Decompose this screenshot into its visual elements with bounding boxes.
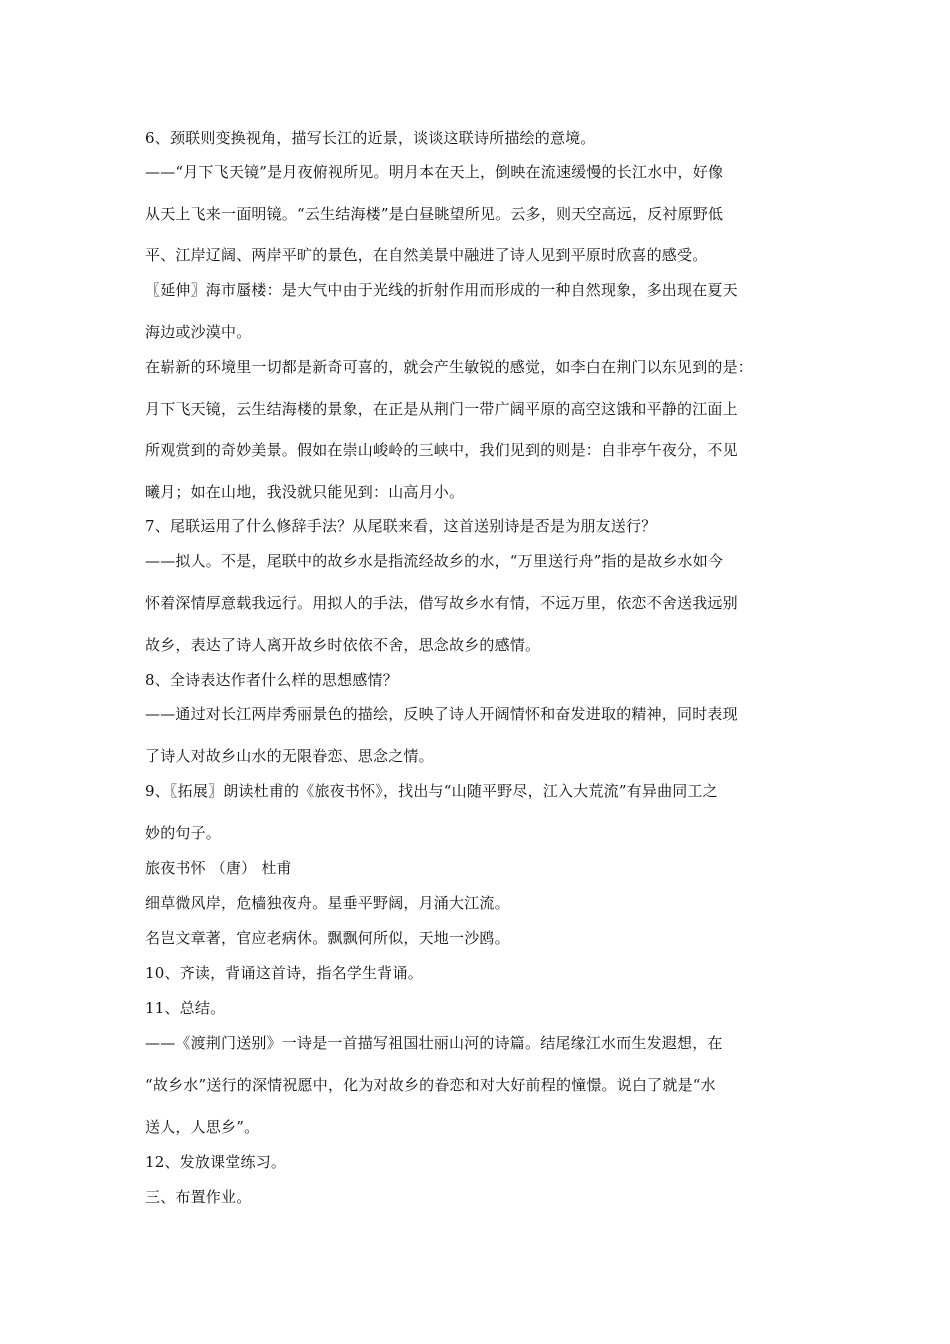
question-7: 7、尾联运用了什么修辞手法？从尾联来看，这首送别诗是否是为朋友送行？ [145,517,657,535]
paragraph-line-3: 所观赏到的奇妙美景。假如在崇山峻岭的三峡中，我们见到的则是：自非亭午夜分，不见 [145,441,738,459]
answer-8-line-1: ——通过对长江两岸秀丽景色的描绘，反映了诗人开阔情怀和奋发进取的精神，同时表现 [145,705,738,723]
answer-7-line-1: ——拟人。不是，尾联中的故乡水是指流经故乡的水，“万里送行舟”指的是故乡水如今 [145,552,724,570]
question-9-line-2: 妙的句子。 [145,824,222,842]
poem-line-1: 细草微风岸，危樯独夜舟。星垂平野阔，月涌大江流。 [145,894,510,912]
poem-title: 旅夜书怀 （唐） 杜甫 [145,859,292,877]
section-homework: 三、布置作业。 [145,1188,252,1206]
question-8: 8、全诗表达作者什么样的思想感情？ [145,671,398,689]
extension-line-2: 海边或沙漠中。 [145,323,252,341]
summary-line-3: 送人，人思乡”。 [145,1118,260,1136]
paragraph-line-1: 在崭新的环境里一切都是新奇可喜的，就会产生敏锐的感觉，如李白在荆门以东见到的是： [145,358,754,376]
paragraph-line-4: 曦月；如在山地，我没就只能见到：山高月小。 [145,483,465,501]
extension-line-1: 〖延伸〗海市蜃楼：是大气中由于光线的折射作用而形成的一种自然现象，多出现在夏天 [145,281,738,299]
answer-6-line-2: 从天上飞来一面明镜。“云生结海楼”是白昼眺望所见。云多，则天空高远，反衬原野低 [145,205,724,223]
answer-7-line-3: 故乡，表达了诗人离开故乡时依依不舍，思念故乡的感情。 [145,636,541,654]
step-10: 10、齐读，背诵这首诗，指名学生背诵。 [145,964,423,982]
summary-line-1: ——《渡荆门送别》一诗是一首描写祖国壮丽山河的诗篇。结尾缘江水而生发遐想，在 [145,1034,723,1052]
step-12: 12、发放课堂练习。 [145,1153,287,1171]
answer-8-line-2: 了诗人对故乡山水的无限眷恋、思念之情。 [145,747,434,765]
answer-6-line-1: ——“月下飞天镜”是月夜俯视所见。明月本在天上，倒映在流速缓慢的长江水中，好像 [145,163,724,181]
question-9-line-1: 9、〖拓展〗朗读杜甫的《旅夜书怀》，找出与“山随平野尽，江入大荒流”有异曲同工之 [145,782,718,800]
answer-7-line-2: 怀着深情厚意载我远行。用拟人的手法，借写故乡水有情，不远万里，依恋不舍送我远别 [145,594,738,612]
step-11: 11、总结。 [145,999,226,1017]
paragraph-line-2: 月下飞天镜，云生结海楼的景象，在正是从荆门一带广阔平原的高空这饿和平静的江面上 [145,400,738,418]
summary-line-2: “故乡水”送行的深情祝愿中，化为对故乡的眷恋和对大好前程的憧憬。说白了就是“水 [145,1076,716,1094]
poem-line-2: 名岂文章著，官应老病休。飘飘何所似，天地一沙鸥。 [145,929,510,947]
answer-6-line-3: 平、江岸辽阔、两岸平旷的景色，在自然美景中融进了诗人见到平原时欣喜的感受。 [145,246,708,264]
question-6: 6、颈联则变换视角，描写长江的近景，谈谈这联诗所描绘的意境。 [145,129,596,147]
